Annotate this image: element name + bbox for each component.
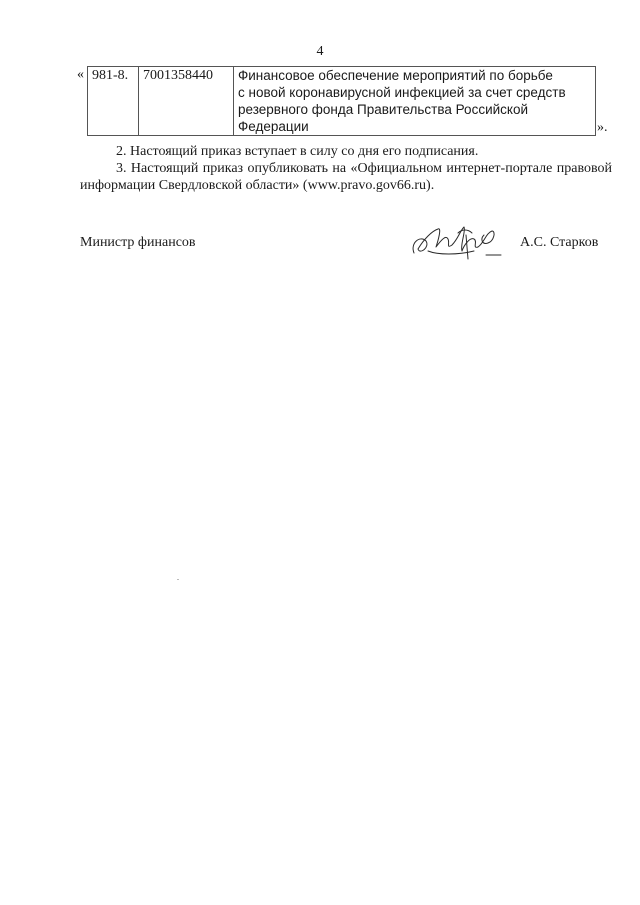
table-cell-name xyxy=(234,67,596,136)
handwritten-signature xyxy=(408,221,502,263)
table-cell-code: 981-8. xyxy=(88,67,139,136)
quote-close: ». xyxy=(597,120,608,135)
paragraph-2: 2. Настоящий приказ вступает в силу со дня его подписания. xyxy=(116,144,479,159)
page-number: 4 xyxy=(316,44,324,59)
signatory-title: Министр финансов xyxy=(80,235,196,250)
budget-table xyxy=(87,66,596,136)
scan-artifact xyxy=(177,579,179,580)
signatory-name: А.С. Старков xyxy=(520,235,599,250)
table-cell-name-line: с новой коронавирусной инфекцией за счет средств xyxy=(238,85,566,100)
paragraph-3: 3. Настоящий приказ опубликовать на «Официальном интернет-портале правовой информации Свердловской области» (www.pravo.gov66.ru). xyxy=(80,161,612,193)
quote-open: « xyxy=(77,67,84,82)
table-cell-name-line: Федерации xyxy=(238,119,309,134)
table-cell-name-line: резервного фонда Правительства Российской xyxy=(238,102,529,117)
table-cell-name-line: Финансовое обеспечение мероприятий по борьбе xyxy=(238,68,553,83)
table-row xyxy=(88,67,596,136)
table-cell-target-code: 7001358440 xyxy=(139,67,234,136)
